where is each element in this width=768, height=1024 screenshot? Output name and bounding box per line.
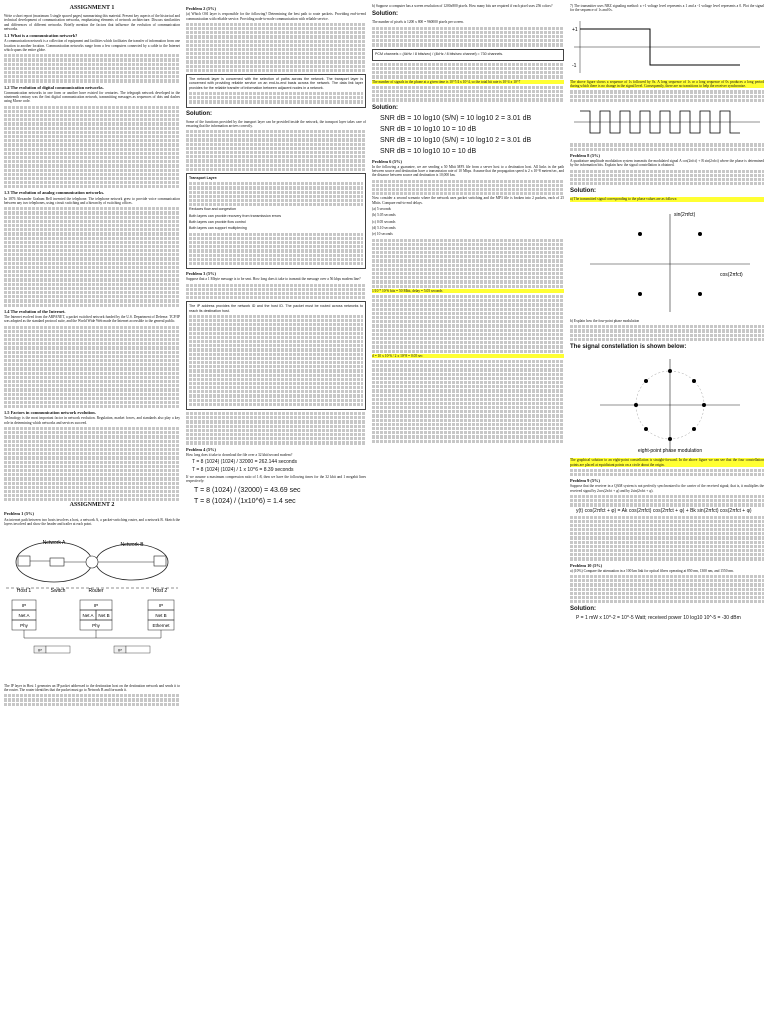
- snr-equation-3: SNR dB = 10 log10 (S/N) = 10 log10 2 = 3.01 dB: [380, 136, 532, 144]
- constellation-point: [668, 369, 672, 373]
- problem-3-box: The IP address provides the network ID and the host ID. The packet must be routed across networks to reach its destination host.: [186, 301, 366, 410]
- transport-item: Both layers can support multiplexing: [189, 226, 247, 231]
- problem-7-text: 7) The transmitter uses NRZ signaling method: a +1 voltage level represents a 1 and a -1 voltage level represents a 0. Plot the signal for the sequence of 1s and 0s.: [570, 4, 764, 13]
- manchester-waveform: [570, 105, 764, 139]
- problem-9-text: Suppose that the receiver in a QAM system is not perfectly synchronized to the carrier of the received signal; that is, it multiplies the received signal by 2cos(2πfct + φ) and by 2sin(2πfct + φ).: [570, 484, 764, 493]
- section-1-1-title: 1.1 What is a communication network?: [4, 33, 78, 39]
- switch-box: [50, 558, 64, 566]
- problem-1-answer: The IP layer in Host 1 generates an IP packet addressed to the destination host on the destination network and sends it to the router. The router identifies that the packet must go to Network B and forwards it.: [4, 683, 180, 692]
- transport-item: Both layers can provide recovery from transmission errors: [189, 213, 282, 218]
- solution-heading: Solution:: [186, 110, 212, 117]
- 8psk-constellation: [570, 355, 764, 455]
- svg-text:IP: IP: [21, 603, 27, 609]
- column-3: [372, 4, 564, 1020]
- layer-stack-host-2: [148, 600, 174, 630]
- transport-item: Reduces flow and congestion: [189, 207, 236, 212]
- constellation-point: [634, 403, 638, 407]
- minus-one-label: -1: [572, 62, 577, 69]
- constellation-point: [698, 292, 702, 296]
- layer-stack-router: [80, 600, 112, 630]
- problem-6-text: In the following a guarantee, we are sending a 50 Mbit MP3 file from a server host to a destination host. All links in the path between source and destination have a transmission rate of 10 Mbps. Assume that the propagation speed is 2 x 10^8 meters/sec, and the distance between source and destination is 10,000 km.: [372, 164, 564, 178]
- qpsk-constellation: [570, 206, 764, 316]
- column-2: [186, 4, 366, 1020]
- snr-heading: Solution:: [372, 104, 398, 111]
- problem-4-title: Problem 4 (5%): [186, 446, 216, 452]
- problem-6-title: Problem 6 (5%): [372, 158, 402, 164]
- snr-equation-4: SNR dB = 10 log10 10 = 10 dB: [380, 147, 477, 155]
- constellation-point: [702, 403, 706, 407]
- 8psk-explanation: The graphical solution to an eight-point constellation is straight-forward. In the above figure we can see that the four constellation points are placed at equidistant points on a circle about the origin.: [570, 458, 764, 467]
- highlight-rate: d = 10 x 10^6 / 2 x 10^8 = 0.05 sec: [372, 354, 564, 358]
- 8psk-label: eight-point phase modulation: [637, 447, 703, 454]
- constellation-point: [698, 232, 702, 236]
- constellation-point: [638, 292, 642, 296]
- svg-text:IP: IP: [118, 647, 122, 653]
- problem-10-title: Problem 10 (5%): [570, 562, 603, 568]
- problem-10-equation: P = 1 mW x 10^-2 = 10^-5 Watt; received power 10 log10 10^-5 = -30 dBm: [576, 615, 741, 622]
- constellation-point: [644, 427, 648, 431]
- network-diagram: [4, 530, 180, 680]
- svg-text:Phy: Phy: [20, 623, 28, 629]
- constellation-point: [644, 379, 648, 383]
- phase-values-text: a) The transmitted signal corresponding to the phase values are as follows:: [570, 197, 764, 201]
- svg-text:Phy: Phy: [92, 623, 100, 629]
- host-2-label: Host 2: [152, 588, 168, 595]
- cos-axis-label: cos(2πfct): [720, 271, 743, 278]
- column-1: [4, 4, 180, 1020]
- router-icon: [86, 556, 98, 568]
- constellation-text: b) Explain how the four-point phase modulation: [570, 318, 640, 323]
- svg-text:IP: IP: [93, 603, 99, 609]
- svg-text:IP: IP: [158, 603, 164, 609]
- problem-10-text: a) (10%) Compare the attenuation in a 100 km link for optical fibers operating at 850 nm, 1300 nm, and 1550 nm.: [570, 568, 734, 573]
- constellation-point: [638, 232, 642, 236]
- highlight-bitrate: The number of signals in the phone at a given time is 10^7/4 x 10^4, so the total bit rate is 10^4 x 10^7: [372, 80, 564, 84]
- assignment-2-title: ASSIGNMENT 2: [69, 502, 115, 509]
- problem-4-equation-4: T = 8 (1024) / (1x10^6) = 1.4 sec: [194, 497, 296, 505]
- host-2-box: [154, 556, 166, 566]
- answer-item: (c) 0.05 seconds: [372, 219, 396, 224]
- problem-9-title: Problem 9 (5%): [570, 478, 600, 484]
- problem-4-equation-2: T = 8 (1024) (1024) / 1 x 10^6 = 8.39 seconds: [192, 467, 294, 474]
- section-1-2-title: 1.2 The evolution of digital communication networks.: [4, 84, 104, 90]
- section-1-3-text: In 1876 Alexander Graham Bell invented the telephone. The telephone network grew to provide voice communication between any two telephones, using circuit switching and a hierarchy of switching offices.: [4, 196, 180, 205]
- section-1-5-title: 1.5 Factors in communication network evolution.: [4, 410, 96, 416]
- section-1-4-title: 1.4 The evolution of the Internet.: [4, 308, 66, 314]
- svg-text:Net B: Net B: [155, 613, 167, 619]
- constellation-point: [692, 427, 696, 431]
- host-1-label: Host 1: [16, 588, 32, 595]
- plus-one-label: +1: [572, 26, 578, 33]
- network-b-label: Network B: [120, 542, 144, 549]
- problem-5-text: b) Suppose a computer has a screen resolution of 1200x800 pixels. How many bits are required if each pixel uses 256 colors?: [372, 4, 553, 8]
- section-1-5-text: Technology is the most important factor in network evolution. Regulation, market forces, and standards also play a key role in determining which networks and services succeed.: [4, 416, 180, 425]
- problem-8-text: A quadrature amplitude modulation system transmits the modulated signal A cos(2πfct) + B sin(2πfct) where the phase is determined by the information bits. Explain how the signal constellation is obtained.: [570, 158, 764, 168]
- problem-8-title: Problem 8 (5%): [570, 152, 600, 158]
- problem-1-text: An internet path between two hosts involves a host, a network A, a packet-switching router, and a network B. Sketch the layers involved and show the header and trailer at each point.: [4, 517, 180, 526]
- problem-4-equation-1: T = 8 (1024) (1024) / 32000 = 262.144 seconds: [192, 459, 297, 466]
- answer-item: (a) 5 seconds: [372, 207, 391, 212]
- solution-heading: Solution:: [570, 188, 596, 195]
- highlight-delay: 1/10 * 10^6 bits = 50 Mbit, delay = 5.05 seconds: [372, 289, 564, 293]
- column-4: [570, 4, 764, 1020]
- svg-text:Net B: Net B: [98, 613, 110, 619]
- solution-heading-2: Solution:: [570, 606, 596, 613]
- problem-2-solution: Some of the functions provided by the transport layer can be provided inside the network, the transport layer takes care of ensuring that the information arrives correctly.: [186, 119, 366, 128]
- resolution-text: The number of pixels is 1200 x 800 = 960000 pixels per screen.: [372, 20, 464, 25]
- problem-3-title: Problem 3 (5%): [186, 271, 216, 277]
- section-1-1-text: A communication network is a collection of equipment and facilities which facilitates the transfer of information from one location to another location. Communication networks range from a few computers connected by a cable to the Internet which spans the entire globe.: [4, 39, 180, 52]
- problem-4-note: If we assume a maximum compression ratio of 1:8, then we have the following times for the 32 kbit and 1 megabit lines respectively:: [186, 475, 366, 484]
- pcm-calc-box: PCM channels = (4kHz / 8 bits/sec) / (4kHz / 8 bits/sec channel) = 730 channels.: [372, 49, 564, 61]
- nrz-waveform: [570, 17, 764, 77]
- problem-2-title: Problem 2 (5%): [186, 6, 216, 11]
- constellation-label: The signal constellation is shown below:: [570, 343, 687, 350]
- router-label: Router: [88, 588, 104, 595]
- nrz-explanation: The above figure shows a sequence of 1s followed by 0s. A long sequence of 1s or a long sequence of 0s produces a long period during which there is no change in the signal level. Consequently, there are no transitions to help the receiver synchronize.: [570, 79, 764, 89]
- snr-equation-1: SNR dB = 10 log10 (S/N) = 10 log10 2 = 3.01 dB: [380, 114, 532, 122]
- problem-2-text: (a) Which OSI layer is responsible for the following? Determining the best path to route packets. Providing end-to-end communication with reliable service. Providing node-to-node communication with reliable service.: [186, 12, 366, 21]
- network-a-label: Network A: [42, 540, 66, 547]
- problem-9-equation: y(t) cos(2πfct + φ) = Ak cos(2πfct) cos(2πfct + φ) + Bk sin(2πfct) cos(2πfct + φ): [576, 507, 752, 514]
- transport-layer-box: Transport Layer: Reduces flow and congestion Both layers can provide recovery from transmission errors Both layers can provide flow control Both layers can support multiplexing: [186, 173, 366, 269]
- host-1-box: [18, 556, 30, 566]
- answer-item: (d) 5.10 seconds: [372, 225, 396, 230]
- constellation-point: [692, 379, 696, 383]
- problem-1-title: Problem 1 (5%): [4, 511, 34, 517]
- section-1-3-title: 1.3 The evolution of analog communication networks.: [4, 190, 105, 196]
- sin-axis-label: sin(2πfct): [674, 211, 696, 218]
- snr-equation-2: SNR dB = 10 log10 10 = 10 dB: [380, 125, 477, 133]
- section-1-4-text: The Internet evolved from the ARPANET, a packet switched network funded by the U.S. Department of Defense. TCP/IP was adopted as the standard protocol suite, and the World Wide Web made the Internet accessible to the general public.: [4, 314, 180, 324]
- transport-item: Both layers can provide flow control: [189, 219, 246, 224]
- problem-3-text: Suppose that a 1 Mbyte message is to be sent. How long does it take to transmit the message over a 56 kbps modem line?: [186, 277, 361, 282]
- solution-heading: Solution:: [372, 11, 398, 18]
- svg-text:Ethernet: Ethernet: [152, 623, 170, 629]
- section-1-2-text: Communication networks in one form or another have existed for centuries. The telegraph network developed in the nineteenth century was the first digital communication network, transmitting messages as sequences of dots and dashes using Morse code.: [4, 90, 180, 104]
- answer-item: (b) 5.05 seconds: [372, 213, 396, 218]
- intro-paragraph: Write a short report (maximum 3 single spaced pages) summarizing this material. Present key aspects of the historical and technical development of communication networks, emphasizing elements of network architecture. Discuss similarities and differences of different networks. Briefly mention the factors that influence the evolution of communication networks.: [4, 14, 180, 31]
- layer-stack-host-1: [12, 600, 36, 630]
- assignment-1-title: ASSIGNMENT 1: [69, 5, 115, 11]
- problem-2-box: The network layer is concerned with the selection of paths across the network. The transport layer is concerned with providing reliable service on an end-to-end basis across the network. The data link layer provides for the reliable transfer of information between adjacent nodes in a network.: [186, 74, 366, 107]
- constellation-point: [668, 437, 672, 441]
- switch-label: Switch: [50, 588, 66, 595]
- packet-headers: [34, 646, 150, 653]
- problem-6-text-2: Now consider a second scenario where the network uses packet switching and the MP3 file is broken into 2 packets, each of 25 Mbits. Compare end-to-end delays.: [372, 196, 564, 205]
- svg-text:Net A: Net A: [82, 613, 94, 619]
- problem-4-equation-3: T = 8 (1024) / (32000) = 43.69 sec: [194, 486, 301, 494]
- svg-text:IP: IP: [38, 647, 42, 653]
- problem-4-text: How long does it take to download the file over a 32 kbit/second modem?: [186, 452, 293, 457]
- answer-item: (e) 10 seconds: [372, 232, 393, 237]
- svg-text:Net A: Net A: [18, 613, 30, 619]
